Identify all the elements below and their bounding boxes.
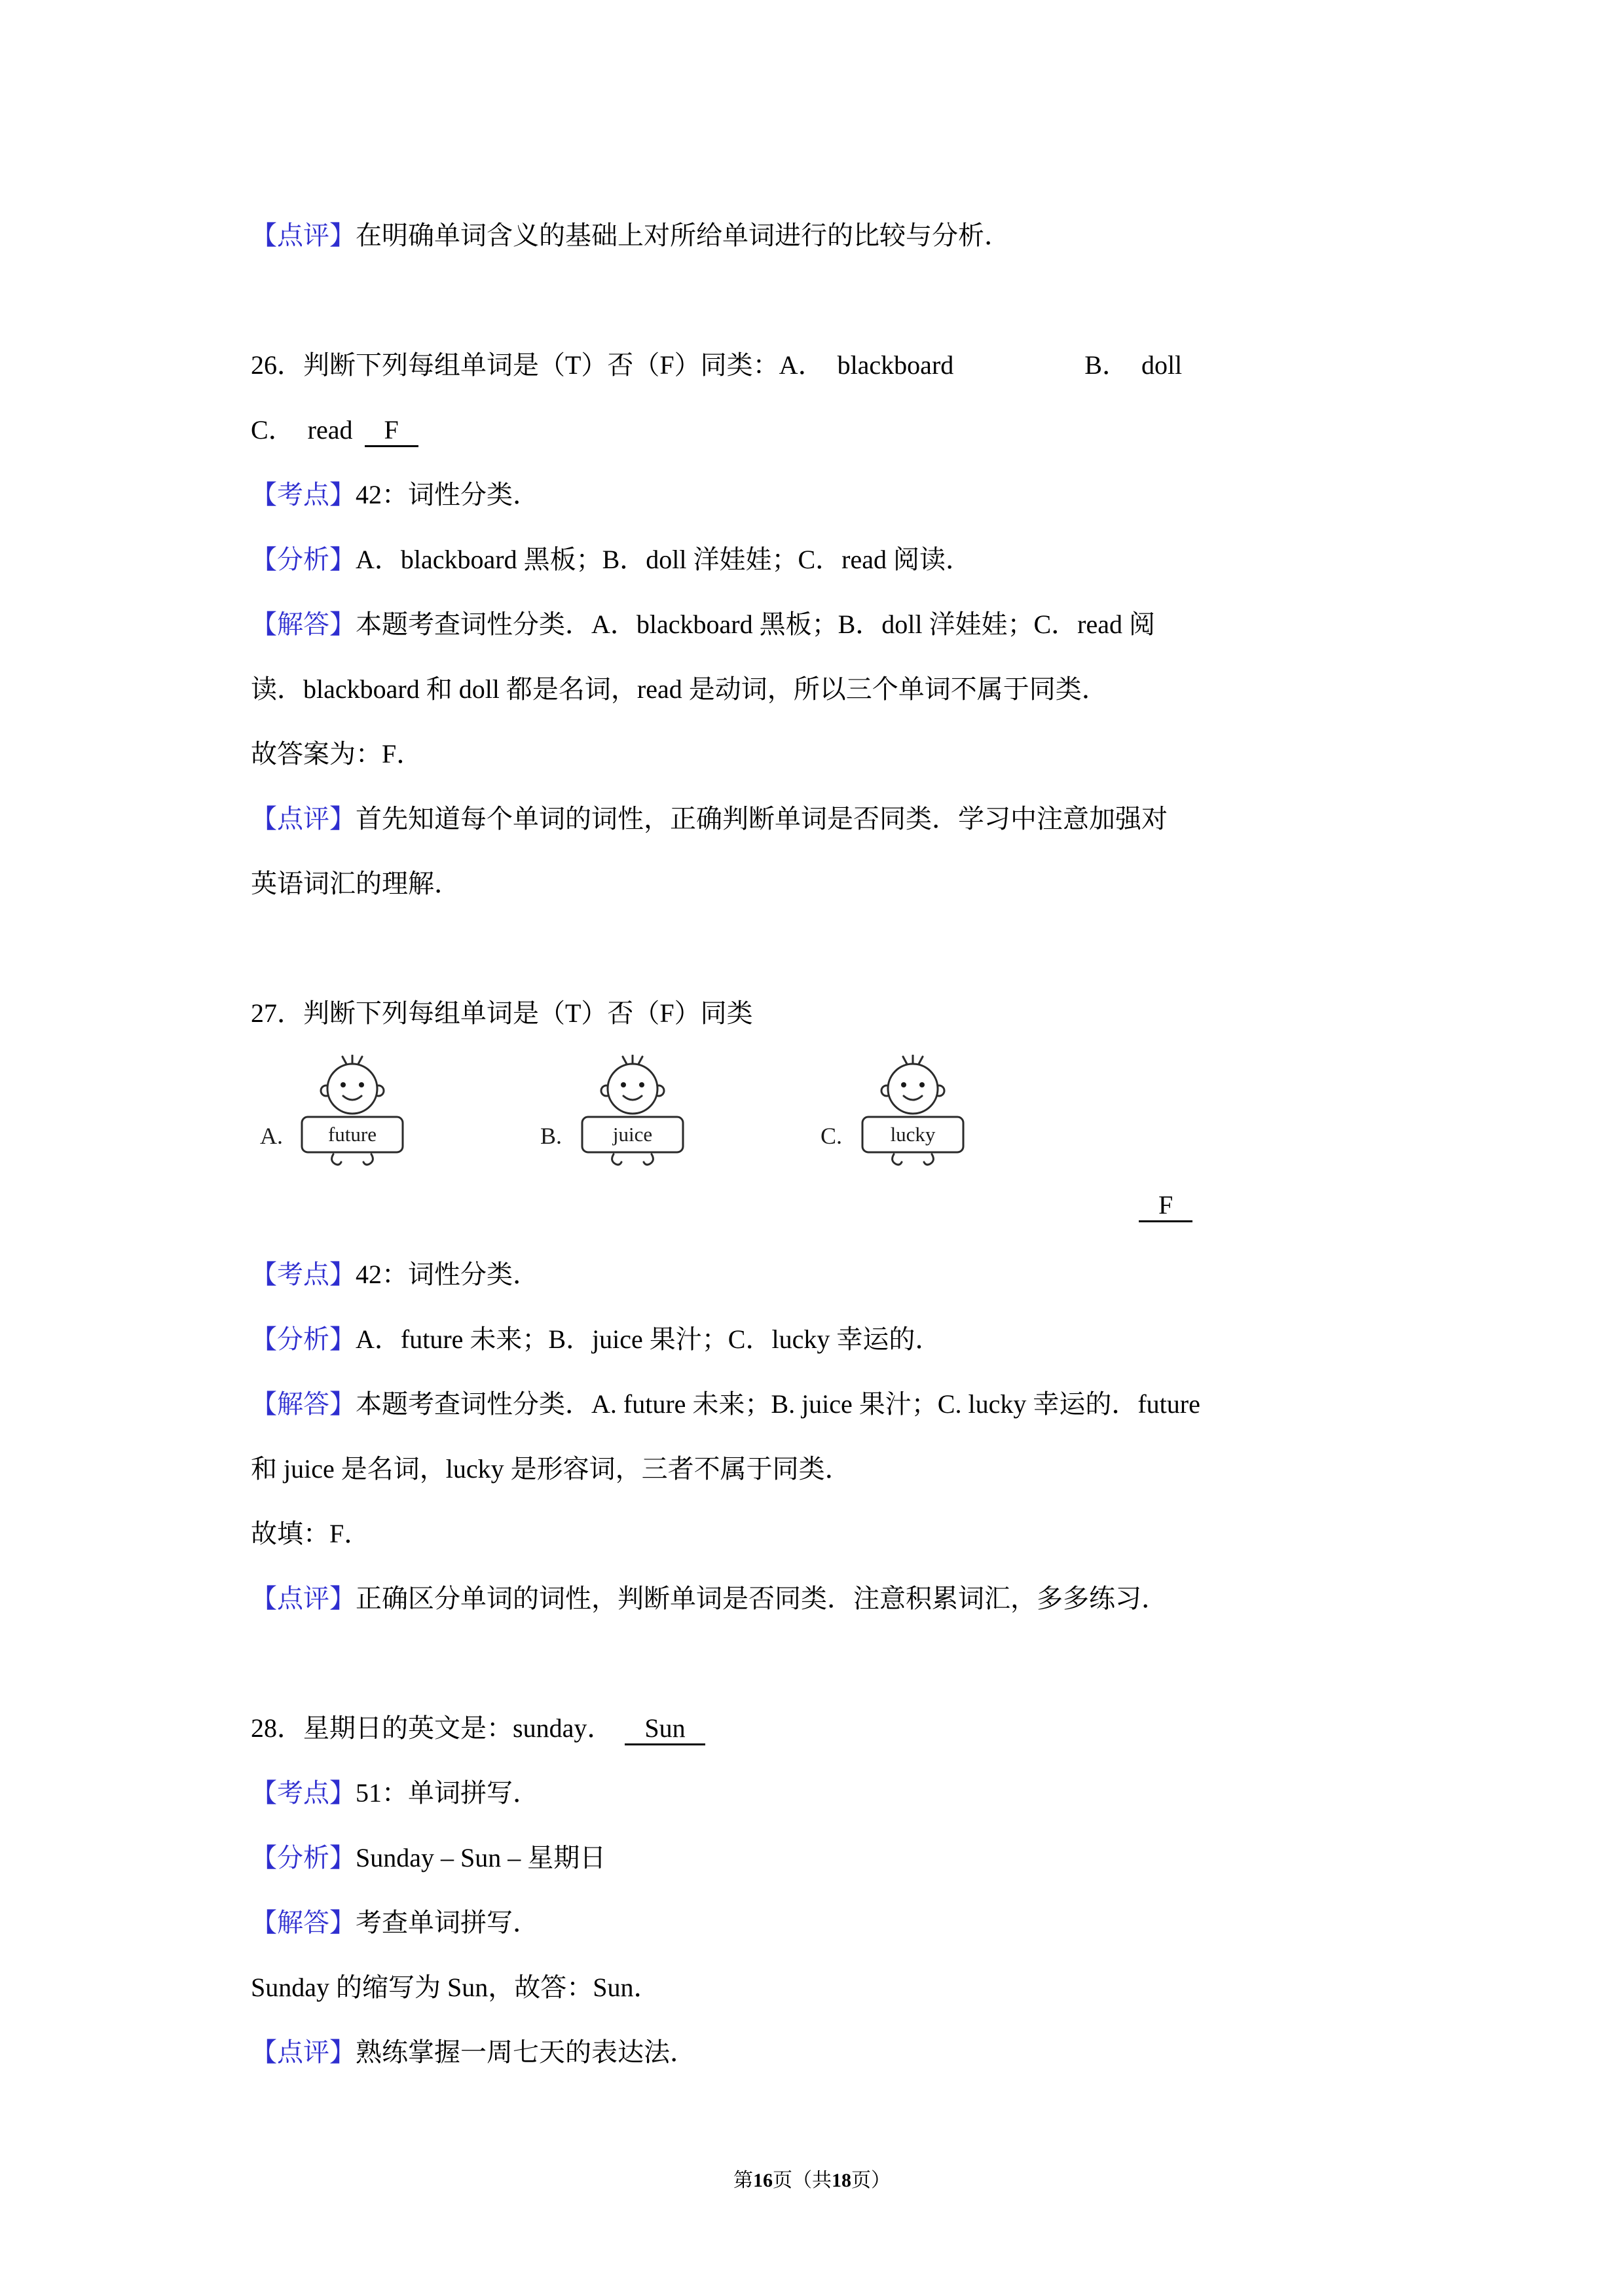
- q28-stem-line: [251, 1696, 1401, 1760]
- footer-page-number: 16: [753, 2170, 773, 2191]
- q26-option-b: B． doll: [1084, 350, 1183, 380]
- q26-dianping-line1: [251, 786, 1401, 851]
- dianping-label: 【点评】: [251, 2037, 356, 2067]
- jieda-label: 【解答】: [251, 1908, 356, 1937]
- q26-dianping-text2: 英语词汇的理解．: [251, 869, 460, 898]
- q26-stem-line1: [251, 333, 1401, 397]
- footer-suffix: 页）: [851, 2170, 891, 2191]
- q28-answer-blank: Sun: [625, 1713, 705, 1745]
- q26-option-c: C． read: [251, 415, 353, 445]
- q27-option-c-label: C.: [821, 1123, 843, 1149]
- q27-jieda-text2: 和 juice 是名词，lucky 是形容词，三者不属于同类．: [251, 1454, 851, 1484]
- dianping-label: 【点评】: [251, 1584, 356, 1613]
- footer-total-pages: 18: [832, 2170, 851, 2191]
- q26-stem-a: 26．判断下列每组单词是（T）否（F）同类：A． blackboard: [251, 350, 954, 380]
- q27-answer-line: [251, 1501, 1401, 1566]
- q27-figures: [251, 1055, 1401, 1226]
- q28-fenxi-line: [251, 1825, 1401, 1890]
- q26-dianping-line2: [251, 851, 1401, 916]
- q26-stem-line2: [251, 397, 1401, 462]
- q26-answer-text: 故答案为：F．: [251, 739, 423, 769]
- q26-fenxi-text: A．blackboard 黑板；B．doll 洋娃娃；C．read 阅读．: [356, 545, 972, 574]
- q27-dianping-line: [251, 1566, 1401, 1631]
- kaodian-label: 【考点】: [251, 1260, 356, 1289]
- q26-jieda-text1: 本题考查词性分类．A．blackboard 黑板；B．doll 洋娃娃；C．read 阅: [356, 610, 1155, 639]
- q26-answer-blank: F: [365, 415, 418, 447]
- kid-holding-sign-icon: [251, 1055, 434, 1218]
- q27-word-a: future: [327, 1123, 377, 1146]
- q27-answer-blank: F: [1139, 1190, 1192, 1222]
- q26-jieda-line1: [251, 592, 1401, 657]
- q26-kaodian-text: 42：词性分类．: [356, 480, 539, 509]
- kaodian-label: 【考点】: [251, 480, 356, 509]
- q28-fenxi-text: Sunday – Sun – 星期日: [356, 1843, 606, 1872]
- q26-jieda-line2: [251, 657, 1401, 721]
- q27-word-c: lucky: [890, 1123, 936, 1146]
- q26-jieda-text2: 读．blackboard 和 doll 都是名词，read 是动词，所以三个单词不属于同类．: [251, 674, 1108, 704]
- q27-fenxi-line: [251, 1307, 1401, 1372]
- dianping-label: 【点评】: [251, 804, 356, 833]
- fenxi-label: 【分析】: [251, 1843, 356, 1872]
- q28-jieda-line: [251, 1890, 1401, 1955]
- page-footer: [0, 2169, 1624, 2193]
- q26-dianping-text1: 首先知道每个单词的词性，正确判断单词是否同类．学习中注意加强对: [356, 804, 1168, 833]
- q28-kaodian-text: 51：单词拼写．: [356, 1778, 539, 1808]
- q27-jieda-text1: 本题考查词性分类．A. future 未来；B. juice 果汁；C. lucky 幸运的．future: [356, 1389, 1200, 1419]
- review-text: 在明确单词含义的基础上对所给单词进行的比较与分析．: [356, 221, 1010, 250]
- jieda-label: 【解答】: [251, 610, 356, 639]
- q27-jieda-line2: [251, 1436, 1401, 1501]
- q28-kaodian-line: [251, 1760, 1401, 1825]
- footer-prefix: 第: [733, 2170, 753, 2191]
- q28-dianping-line: [251, 2020, 1401, 2085]
- kid-holding-sign-icon: [531, 1055, 714, 1218]
- q27-figure-b: [531, 1055, 714, 1218]
- q27-figure-c: [811, 1055, 995, 1218]
- q28-dianping-text: 熟练掌握一周七天的表达法．: [356, 2037, 696, 2067]
- q26-kaodian-line: [251, 462, 1401, 527]
- q25-review-line: [251, 203, 1401, 268]
- q27-word-b: juice: [612, 1123, 653, 1146]
- q28-jieda-text: 考查单词拼写．: [356, 1908, 539, 1937]
- kaodian-label: 【考点】: [251, 1778, 356, 1808]
- q26-answer-line: [251, 721, 1401, 786]
- q27-kaodian-line: [251, 1242, 1401, 1307]
- kid-holding-sign-icon: [811, 1055, 995, 1218]
- q27-option-a-label: A.: [260, 1123, 283, 1149]
- q27-stem-text: 27．判断下列每组单词是（T）否（F）同类: [251, 998, 753, 1028]
- q27-jieda-line1: [251, 1372, 1401, 1436]
- q27-figure-a: [251, 1055, 434, 1218]
- q27-answer-text: 故填：F．: [251, 1519, 371, 1548]
- q28-extra-line: [251, 1955, 1401, 2020]
- q28-stem-text: 28．星期日的英文是：sunday．: [251, 1713, 614, 1743]
- q27-stem-line: [251, 981, 1401, 1046]
- footer-mid: 页（共: [773, 2170, 832, 2191]
- q26-fenxi-line: [251, 527, 1401, 592]
- q27-fenxi-text: A．future 未来；B．juice 果汁；C．lucky 幸运的．: [356, 1324, 942, 1354]
- q28-extra-text: Sunday 的缩写为 Sun，故答：Sun．: [251, 1973, 660, 2002]
- q27-option-b-label: B.: [540, 1123, 563, 1149]
- q27-kaodian-text: 42：词性分类．: [356, 1260, 539, 1289]
- jieda-label: 【解答】: [251, 1389, 356, 1419]
- q27-dianping-text: 正确区分单词的词性，判断单词是否同类．注意积累词汇，多多练习．: [356, 1584, 1168, 1613]
- fenxi-label: 【分析】: [251, 545, 356, 574]
- review-label: 【点评】: [251, 221, 356, 250]
- fenxi-label: 【分析】: [251, 1324, 356, 1354]
